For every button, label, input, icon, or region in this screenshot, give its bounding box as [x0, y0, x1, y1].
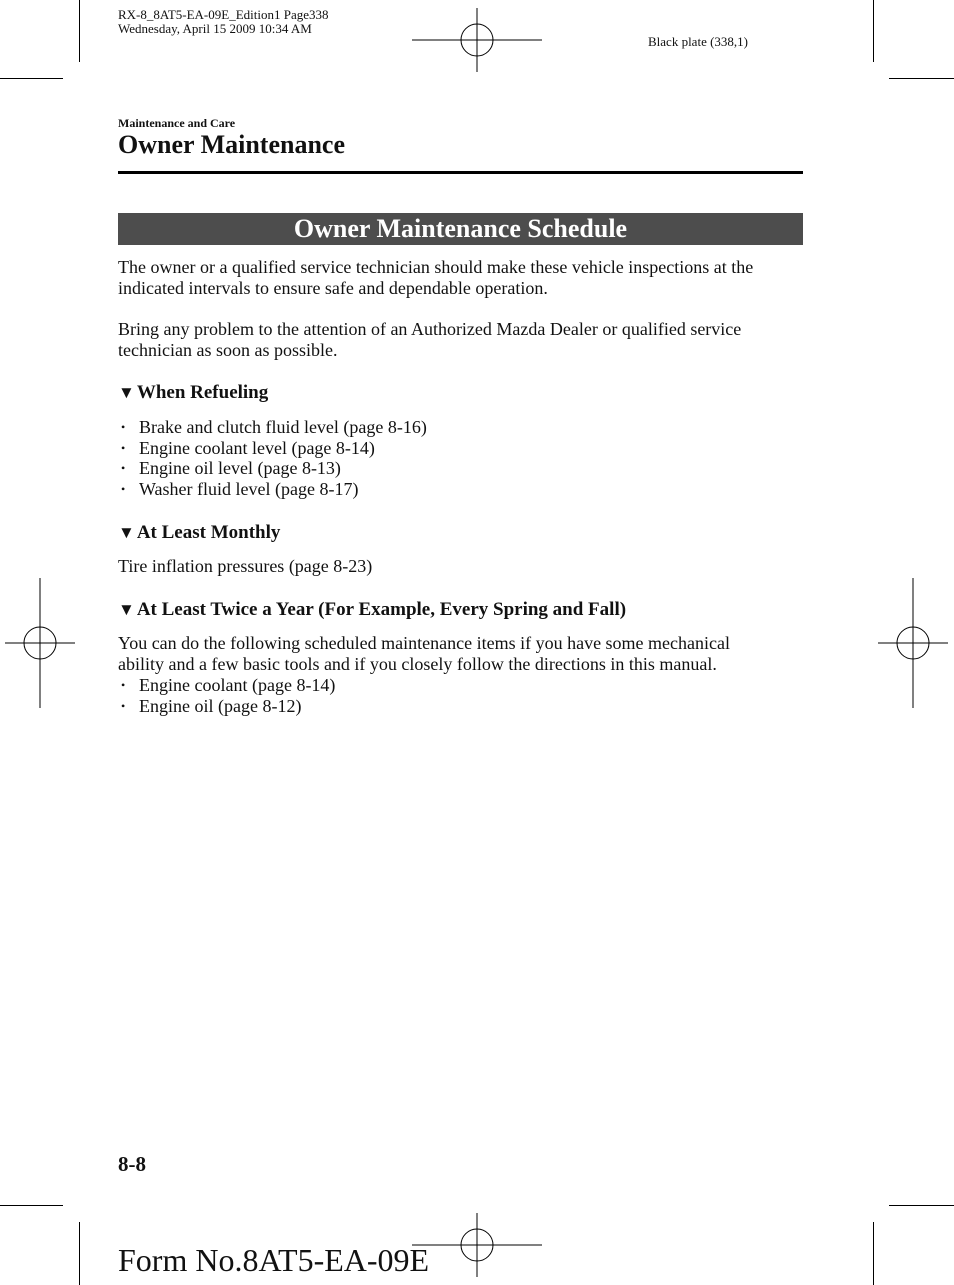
crop-mark-top-right-horizontal [889, 78, 954, 79]
registration-mark-left [5, 578, 75, 708]
subheading-twice-a-year [118, 599, 626, 621]
list-item: • Washer fluid level (page 8-17) [121, 479, 359, 500]
page-number: 8-8 [118, 1152, 146, 1176]
twice-a-year-text-line-2: ability and a few basic tools and if you closely follow the directions in this manual. [118, 654, 717, 674]
print-slug-date: Wednesday, April 15 2009 10:34 AM [118, 21, 312, 36]
intro-paragraph-2: Bring any problem to the attention of an Authorized Mazda Dealer or qualified service technician as soon as possible. [118, 319, 742, 360]
subheading-label: At Least Monthly [136, 522, 281, 543]
bullet-icon: • [121, 678, 126, 692]
bullet-icon: • [121, 482, 126, 497]
crop-mark-top-right-vertical [873, 0, 874, 62]
heading-rule [118, 171, 803, 174]
crop-mark-top-left-horizontal [0, 78, 63, 79]
print-slug-file: RX-8_8AT5-EA-09E_Edition1 Page338 [118, 7, 329, 22]
list-item: • Brake and clutch fluid level (page 8-16) [121, 417, 427, 437]
bullet-icon: • [121, 698, 126, 713]
print-slug-plate: Black plate (338,1) [648, 34, 748, 49]
subheading-at-least-monthly [118, 522, 280, 544]
crop-mark-bottom-left-vertical [79, 1222, 80, 1285]
bullet-icon: • [121, 420, 126, 434]
subheading-label: At Least Twice a Year (For Example, Every Spring and Fall) [136, 599, 627, 620]
crop-mark-top-left-vertical [79, 0, 80, 62]
intro-paragraph-1: The owner or a qualified service technician should make these vehicle inspections at the indicated intervals to ensure safe and dependable operation. [118, 257, 754, 298]
bullet-icon: • [121, 440, 126, 455]
crop-mark-bottom-right-horizontal [889, 1205, 954, 1206]
refueling-checklist [118, 417, 427, 500]
twice-a-year-checklist [118, 675, 335, 716]
triangle-marker-icon: ▼ [118, 600, 135, 619]
subheading-when-refueling [118, 382, 268, 404]
list-item: • Engine coolant level (page 8-14) [121, 437, 375, 458]
crop-mark-bottom-left-horizontal [0, 1205, 63, 1206]
list-item: • Engine coolant (page 8-14) [121, 675, 336, 695]
triangle-marker-icon: ▼ [118, 383, 135, 402]
page-title: Owner Maintenance [118, 130, 345, 159]
triangle-marker-icon: ▼ [118, 523, 135, 542]
registration-mark-right [878, 578, 948, 708]
list-item: • Engine oil (page 8-12) [121, 695, 302, 716]
crop-mark-bottom-right-vertical [873, 1222, 874, 1285]
subheading-label: When Refueling [136, 382, 269, 403]
section-label: Maintenance and Care [118, 116, 236, 130]
registration-mark-bottom [412, 1213, 542, 1277]
monthly-text: Tire inflation pressures (page 8-23) [118, 556, 373, 576]
registration-mark-top [412, 8, 542, 72]
list-item: • Engine oil level (page 8-13) [121, 458, 341, 479]
bullet-icon: • [121, 461, 126, 476]
form-number: Form No.8AT5-EA-09E [118, 1242, 430, 1278]
schedule-banner: Owner Maintenance Schedule [118, 213, 803, 245]
twice-a-year-text-line-1: You can do the following scheduled maintenance items if you have some mechanical [118, 633, 730, 653]
